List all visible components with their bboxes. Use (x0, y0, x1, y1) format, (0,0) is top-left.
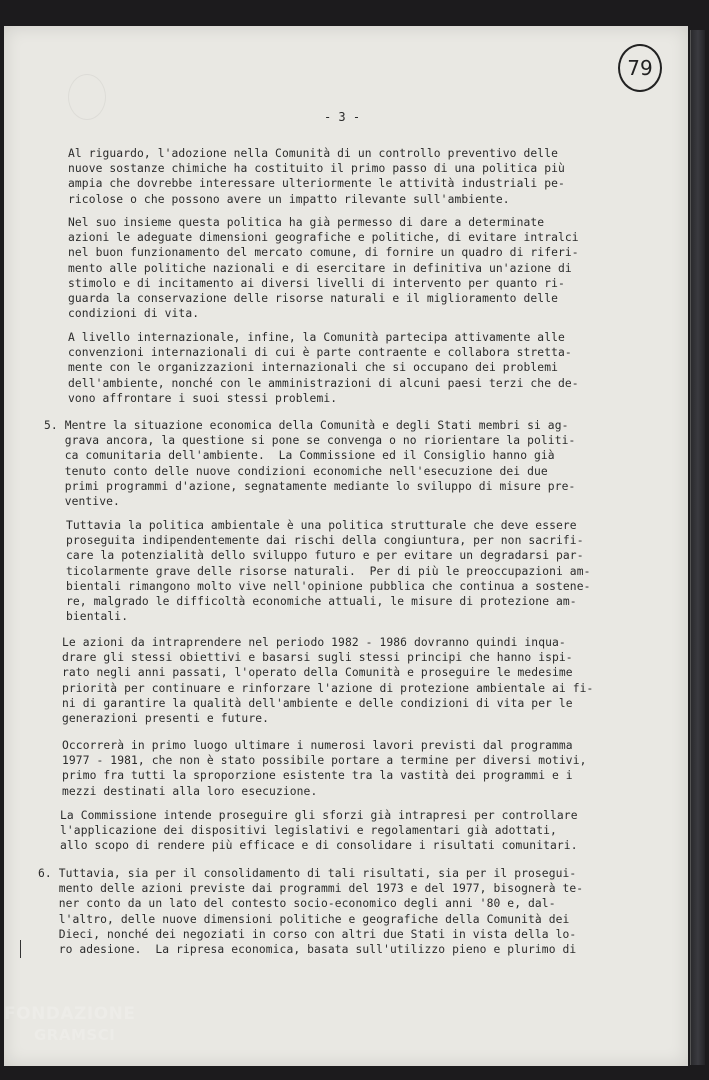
paragraph-8: La Commissione intende proseguire gli sforzi già intrapresi per controllare l'applicazione dei dispositivi legislativi e regolamentari già adottati, allo scopo di rendere più efficace e di consolidare i risultati comunitari. (60, 809, 578, 853)
paragraph-4: 5. Mentre la situazione economica della Comunità e degli Stati membri si ag- grava ancora, la questione si pone se convenga o no riorientare la politi- ca comunitaria dell'ambiente. La Commissione ed il Consiglio hanno già tenuto conto delle nuove condizioni economiche nell'esecuzione dei due primi programmi d'azione, segnatamente mediante lo sviluppo di misure pre- ventive. (44, 419, 576, 509)
paragraph-9: 6. Tuttavia, sia per il consolidamento di tali risultati, sia per il prosegui- mento delle azioni previste dai programmi del 1973 e del 1977, bisognerà te- ner conto da un lato del contesto socio-economico degli anni '80 e, dal- l'altro, delle nuove dimensioni politiche e geografiche della Comunità dei Dieci, nonché dei negoziati in corso con altri due Stati in vista della lo- ro adesione. La ripresa economica, basata sull'utilizzo pieno e plurimo di (38, 867, 584, 957)
paragraph-6: Le azioni da intraprendere nel periodo 1982 - 1986 dovranno quindi inqua- drare gli stessi obiettivi e basarsi sugli stessi principi che hanno ispi- rato negli anni passati, l'operato della Comunità e proseguire le medesime priorità per continuare e rinforzare l'azione di protezione ambientale ai fi- ni di garantire la qualità dell'ambiente e delle condizioni di vita per le generazioni presenti e future. (62, 636, 594, 726)
watermark-line-2: GRAMSCI (34, 1026, 116, 1044)
watermark-logo (4, 1004, 136, 1044)
folio-number: 79 (627, 56, 653, 80)
folio-number-circled (618, 44, 662, 92)
paragraph-3: A livello internazionale, infine, la Comunità partecipa attivamente alle convenzioni internazionali di cui è parte contraente e collabora stretta- mente con le organizzazioni internazionali che si occupano dei problemi dell'ambiente, nonché con le amministrazioni di alcuni paesi terzi che de- vono affrontare i suoi stessi problemi. (68, 331, 579, 405)
paragraph-2: Nel suo insieme questa politica ha già permesso di dare a determinate azioni le adeguate dimensioni geografiche e politiche, di evitare intralci nel buon funzionamento del mercato comune, di fornire un quadro di riferi- mento alle politiche nazionali e di esercitare in definitiva un'azione di stimolo e di incitamento ai diversi livelli di intervento per quanto ri- guarda la conservazione delle risorse naturali e il miglioramento delle condizioni di vita. (68, 216, 579, 321)
paragraph-5: Tuttavia la politica ambientale è una politica strutturale che deve essere proseguita indipendentemente dai rischi della congiuntura, per non sacrifi- care la potenzialità dello sviluppo futuro e per evitare un degradarsi par- ticolarmente grave delle risorse naturali. Per di più le preoccupazioni am- bientali rimangono molto vive nell'opinione pubblica che continua a sostene- re, malgrado le difficoltà economiche attuali, le misure di protezione am- bientali. (66, 519, 591, 624)
margin-mark (20, 940, 21, 958)
binder-edge (690, 30, 705, 1065)
paragraph-7: Occorrerà in primo luogo ultimare i numerosi lavori previsti dal programma 1977 - 1981, che non è stato possibile portare a termine per diversi motivi, primo fra tutti la sproporzione esistente tra la vastità dei programmi e i mezzi destinati alla loro esecuzione. (62, 739, 587, 798)
page-number: - 3 - (323, 110, 361, 124)
watermark-line-1: FONDAZIONE (4, 1004, 136, 1024)
paragraph-1: Al riguardo, l'adozione nella Comunità di un controllo preventivo delle nuove sostanze chimiche ha costituito il primo passo di una politica più ampia che dovrebbe interessare ulteriormente le attività industriali pe- ricolose o che possono avere un impatto rilevante sull'ambiente. (68, 147, 565, 206)
